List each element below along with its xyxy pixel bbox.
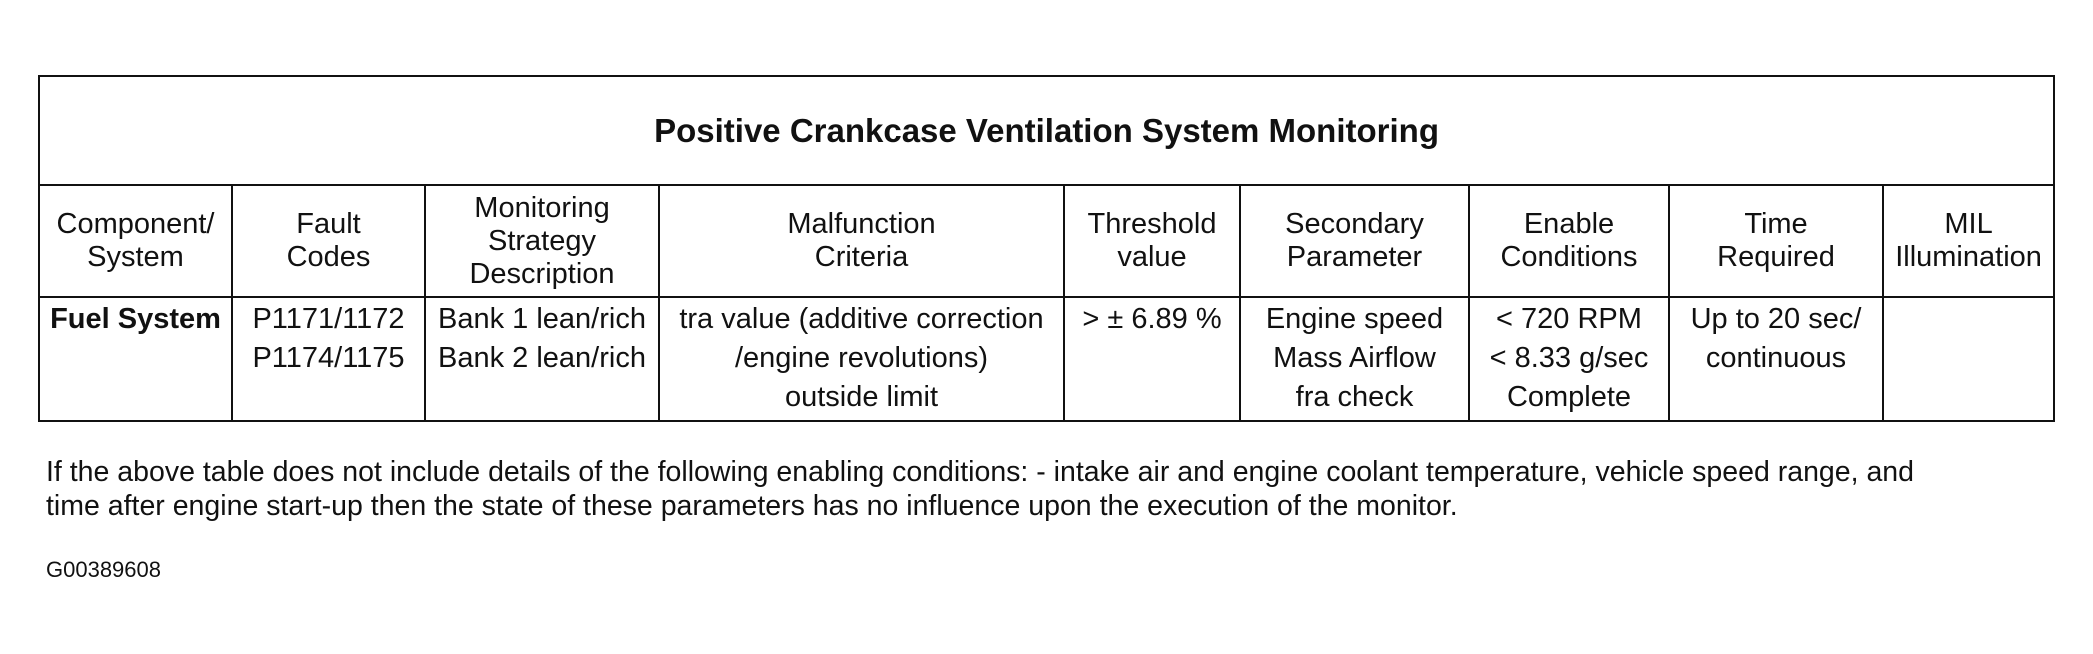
- header-time-required: Time Required: [1669, 185, 1883, 297]
- cell-threshold: > ± 6.89 %: [1064, 297, 1240, 421]
- cell-secondary-parameter: Engine speed Mass Airflow fra check: [1240, 297, 1469, 421]
- figure-id: G00389608: [46, 557, 161, 582]
- header-component-system: Component/ System: [39, 185, 232, 297]
- pcv-monitoring-table: [38, 75, 2055, 422]
- header-malfunction-criteria: Malfunction Criteria: [659, 185, 1064, 297]
- header-secondary-parameter: Secondary Parameter: [1240, 185, 1469, 297]
- cell-criteria: tra value (additive correction /engine revolutions) outside limit: [659, 297, 1064, 421]
- header-monitoring-strategy: Monitoring Strategy Description: [425, 185, 659, 297]
- note-line-2: time after engine start-up then the state of these parameters has no influence upon the execution of the monitor.: [46, 490, 1458, 522]
- cell-mil-illumination: [1883, 297, 2054, 421]
- table-title: Positive Crankcase Ventilation System Monitoring: [39, 76, 2054, 185]
- monitoring-table-container: [38, 75, 2053, 422]
- cell-strategy: Bank 1 lean/rich Bank 2 lean/rich: [425, 297, 659, 421]
- cell-fault-codes: P1171/1172 P1174/1175: [232, 297, 425, 421]
- cell-time-required: Up to 20 sec/ continuous: [1669, 297, 1883, 421]
- header-fault-codes: Fault Codes: [232, 185, 425, 297]
- cell-component: Fuel System: [39, 297, 232, 421]
- table-header-row: [39, 185, 2054, 297]
- table-row: [39, 297, 2054, 421]
- cell-enable-conditions: < 720 RPM < 8.33 g/sec Complete: [1469, 297, 1669, 421]
- note-line-1: If the above table does not include details of the following enabling conditions: - intake air and engine coolant temperature, vehicle speed range, and: [46, 456, 1915, 488]
- header-threshold-value: Threshold value: [1064, 185, 1240, 297]
- header-enable-conditions: Enable Conditions: [1469, 185, 1669, 297]
- enabling-conditions-note: [46, 455, 2046, 523]
- header-mil-illumination: MIL Illumination: [1883, 185, 2054, 297]
